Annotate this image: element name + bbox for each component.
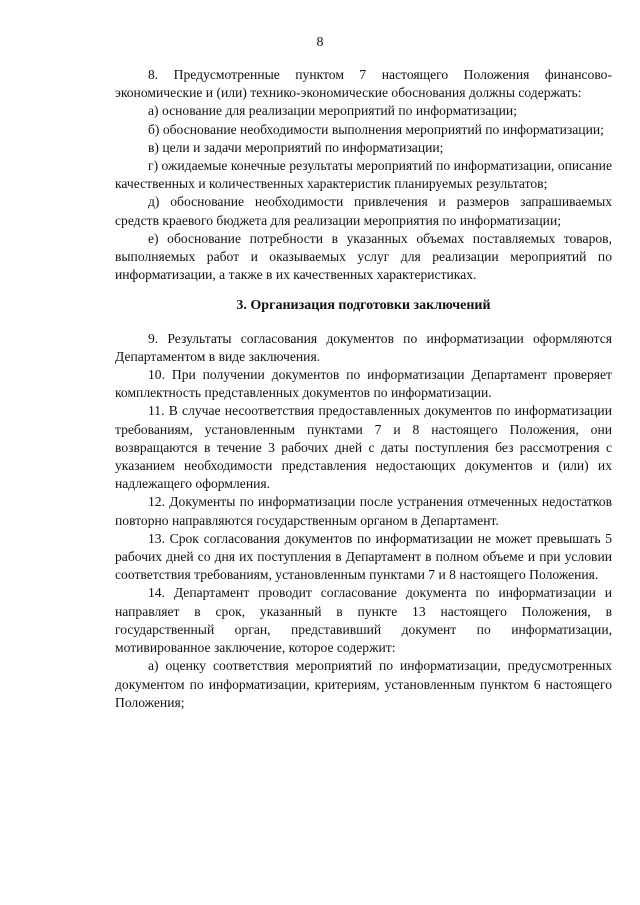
paragraph-12: 12. Документы по информатизации после устранения отмеченных недостатков повторно направляются государственным органом в Департамент. — [115, 494, 612, 528]
paragraph-13: 13. Срок согласования документов по информатизации не может превышать 5 рабочих дней со дня их поступления в Департамент в полном объеме и при условии соответствия требованиям, установленным пунктами 7 и 8 настоящего Положения. — [115, 530, 612, 583]
paragraph-11: 11. В случае несоответствия предоставленных документов по информатизации требованиям, установленным пунктами 7 и 8 настоящего Положения, они возвращаются в течение 3 рабочих дней с даты поступления без рассмотрения с указанием необходимости представления недостающих документов и (или) их надлежащего оформления. — [115, 403, 612, 492]
list-item-8e: д) обоснование необходимости привлечения и размеров запрашиваемых средств краевого бюджета для реализации мероприятия по информатизации; — [115, 194, 612, 228]
list-item-8b: б) обоснование необходимости выполнения мероприятий по информатизации; — [148, 121, 604, 137]
paragraph-9: 9. Результаты согласования документов по информатизации оформляются Департаментом в виде заключения. — [115, 330, 612, 364]
list-item-8a: а) основание для реализации мероприятий по информатизации; — [148, 103, 517, 119]
list-item-14a: а) оценку соответствия мероприятий по информатизации, предусмотренных документом по информатизации, критериям, установленным пунктом 6 настоящего Положения; — [115, 658, 612, 710]
list-item-8c: в) цели и задачи мероприятий по информатизации; — [148, 139, 444, 155]
paragraph-10: 10. При получении документов по информатизации Департамент проверяет комплектность представленных документов по информатизации. — [115, 367, 612, 401]
list-item-8f: е) обоснование потребности в указанных объемах поставляемых товаров, выполняемых работ и оказываемых услуг для реализации мероприятий по информатизации, а также в их качественных характеристиках. — [115, 230, 612, 283]
section-heading: 3. Организация подготовки заключений — [236, 298, 491, 314]
paragraph-8: 8. Предусмотренные пунктом 7 настоящего Положения финансово-экономические и (или) технико-экономические обоснования должны содержать: — [115, 67, 612, 101]
page-number: 8 — [316, 35, 324, 50]
document-body — [115, 66, 612, 712]
paragraph-14: 14. Департамент проводит согласование документа по информатизации и направляет в срок, указанный в пункте 13 настоящего Положения, в государственный орган, представивший документ по информатизации, мотивированное заключение, которое содержит: — [115, 585, 612, 656]
list-item-8d: г) ожидаемые конечные результаты мероприятий по информатизации, описание качественных и количественных характеристик планируемых результатов; — [115, 158, 612, 192]
